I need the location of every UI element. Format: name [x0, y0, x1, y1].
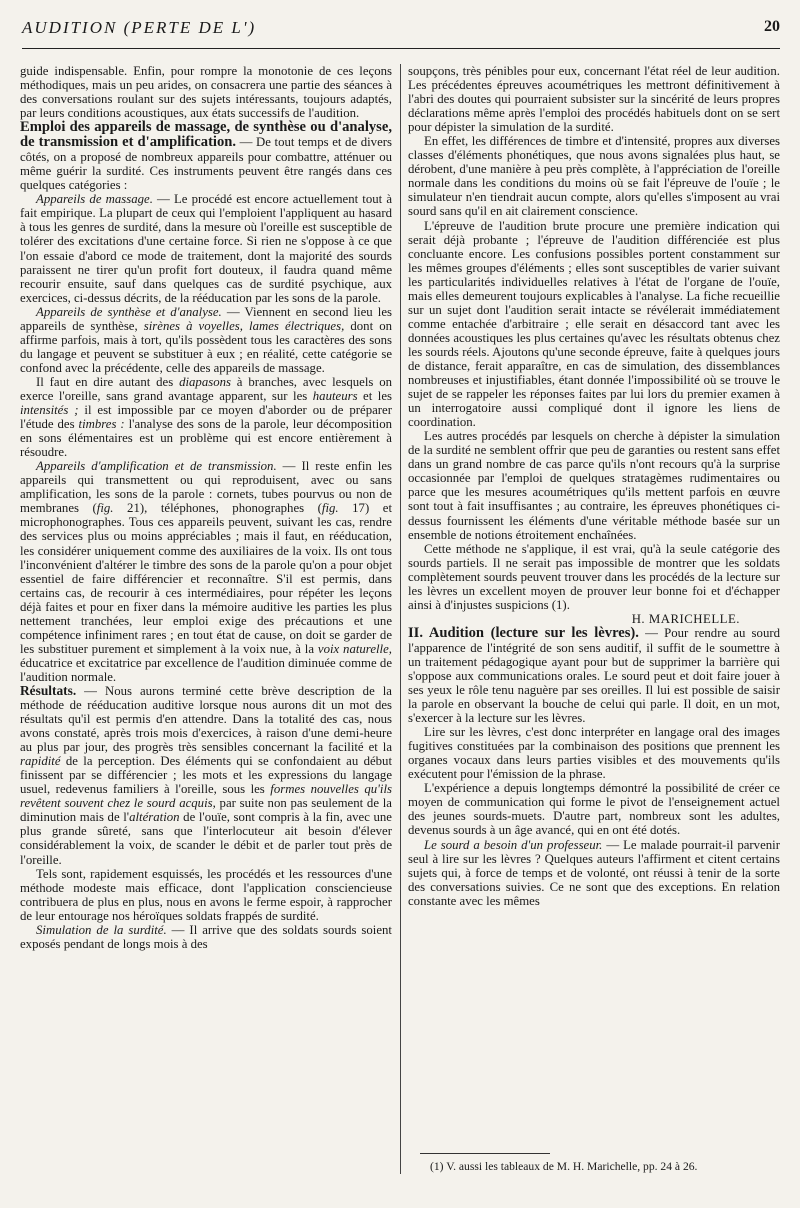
paragraph	[408, 626, 780, 725]
text-run: En effet, les différences de timbre et d'intensité, propres aux diverses classes d'éléments phonétiques, que nous avons signalées plus haut, se dérobent, d'une manière à peu près complète, à l'appréciation de l'oreille normale dans les conditions du moins où se fait l'épreuve de l'ouïe ; le simulateur n'en tiendrait aucun compte, alors qu'elles s'imposent au vrai sourd sans qu'il en ait clairement conscience.	[408, 134, 780, 219]
footnote-rule	[420, 1153, 550, 1154]
italic-run: fig.	[96, 501, 114, 516]
paragraph	[20, 867, 392, 923]
text-run: guide indispensable. Enfin, pour rompre la monotonie de ces leçons méthodiques, mais un peu arides, on consacrera une partie des séances à des conversations roulant sur des sujets intéressants, toujours adaptés, par leurs conditions acoustiques, aux états successifs de l'audition.	[20, 64, 392, 121]
text-run: Il faut en dire autant des	[36, 374, 180, 389]
text-run: — Il reste enfin les appareils qui transmettent ou qui reproduisent, avec ou sans amplification, les sons de la parole : cornets, tubes pourvus ou non de membranes (	[20, 459, 392, 516]
paragraph	[408, 134, 780, 218]
italic-run: formes nouvelles qu'ils revêtent souvent chez le sourd acquis,	[20, 782, 392, 811]
italic-run: intensités ;	[20, 403, 79, 418]
text-run: L'épreuve de l'audition brute procure une première indication qui serait déjà probante ; l'épreuve de l'audition différenciée est plus concluante encore. Les confusions possibles portent constamment sur les mêmes groupes d'éléments ; elles sont susceptibles de varier suivant les particularités individuelles relatives à l'état de l'organe de l'ouïe, mais elles demeurent toujours explicables à l'analyse. La fiche recueillie sur un sujet dont l'audition serait intacte se révélerait immédiatement comme entachée d'arbitraire ; elle serait en désaccord tant avec les données acoustiques les plus certaines qu'avec les résultats obtenus chez les sourds réels. Ajoutons qu'une seconde épreuve, faite à quelques jours de distance, ferait apparaître, en cas de simulation, des dissemblances nombreuses et injustifiables, étant donnée l'impossibilité où se trouve le sujet de se rappeler les réponses faites par lui lors du premier examen à un interrogatoire aussi compliqué dont il ignore les liens de coordination.	[408, 218, 780, 430]
section-heading: Résultats.	[20, 682, 77, 698]
paragraph	[20, 684, 392, 867]
paragraph	[408, 64, 780, 134]
text-run: à branches, avec lesquels on exerce l'oreille, sans grand avantage apparent, sur les	[20, 374, 392, 403]
text-run: — Pour rendre au sourd l'apparence de l'intégrité de son sens auditif, il suffit de le soumettre à un traitement pédagogique ayant pour but de supprimer la barrière qui s'oppose aux communications orales. Le sourd peut et doit faire jouer à ses yeux le rôle tenu naguère par ses oreilles. Il lui est possible de saisir la parole en observant la bouche de celui qui parle. Il doit, en un mot, s'exercer à la lecture sur les lèvres.	[408, 625, 780, 726]
column-divider	[400, 64, 401, 1174]
italic-run: Simulation de la surdité.	[36, 922, 167, 937]
paragraph	[20, 64, 392, 120]
paragraph	[20, 120, 392, 192]
text-run: Tels sont, rapidement esquissés, les procédés et les ressources d'une méthode modeste mais efficace, dont l'application consciencieuse contribuera de plus en plus, nous en avons le ferme espoir, à rapprocher de leur entourage nos héroïques soldats frappés de surdité.	[20, 866, 392, 923]
italic-run: Appareils d'amplification et de transmission.	[36, 459, 277, 474]
text-run: — Il arrive que des soldats sourds soient exposés pendant de longs mois à des	[20, 922, 392, 951]
text-run: — Viennent en second lieu les appareils de synthèse,	[20, 304, 392, 333]
page-number: 20	[764, 18, 780, 35]
italic-run: diapasons	[179, 374, 231, 389]
paragraph	[408, 838, 780, 908]
paragraph	[408, 429, 780, 541]
italic-run: Appareils de synthèse et d'analyse.	[36, 304, 222, 319]
paragraph	[20, 459, 392, 684]
section-heading: II. Audition (lecture sur les lèvres).	[408, 624, 639, 641]
italic-run: voix naturelle,	[317, 641, 392, 656]
right-column	[408, 64, 780, 908]
italic-run: sirènes à voyelles, lames électriques,	[143, 318, 345, 333]
text-run: Les autres procédés par lesquels on cherche à dépister la simulation de la surdité ne semblent offrir que peu de garanties ou restent sans effet dans un grand nombre de cas parce qu'ils n'ont recours qu'à la surprise occasionnée par l'emploi de quelques stratagèmes rudimentaires ou parce que les mesures acoumétriques qu'ils mettent parfois en œuvre sont tout à fait insuffisantes ; au contraire, les épreuves phonétiques ci-dessus fournissent les éléments d'une véritable méthode basée sur un ensemble de notions étroitement enchaînées.	[408, 429, 780, 542]
paragraph	[408, 725, 780, 781]
text-run: par suite non pas seulement de la diminution mais de l'	[20, 796, 392, 825]
text-run: H. MARICHELLE.	[631, 611, 740, 626]
text-run: soupçons, très pénibles pour eux, concernant l'état réel de leur audition. Les précédentes épreuves acoumétriques les mettront définitivement à l'abri des doutes qui pourraient subsister sur la sincérité de leurs propres déclarations même après l'emploi des procédés habituels dont on se sert pour dépister la simulation de la surdité.	[408, 64, 780, 135]
paragraph	[20, 305, 392, 375]
page-header	[22, 16, 780, 49]
paragraph	[408, 219, 780, 430]
signature	[408, 612, 780, 626]
text-run: 17) et microphonographes. Tous ces appareils peuvent, suivant les cas, rendre des services plus ou moins appréciables ; mais il faut, en rééducation, les considérer uniquement comme des auxiliaires de la voix. Ils ont tous l'inconvénient d'altérer le timbre des sons de la parole qu'on a pour objet essentiel de faire différencier et reconnaître. S'il est permis, dans certains cas, de recourir à ces intermédiaires, pour répéter les leçons déjà faites et pour en fixer dans la mémoire auditive les parties les plus nettement tranchées, leur emploi exige des précautions et une compétence infiniment rares ; en tout état de cause, on doit se garder de les substituer purement et simplement à la voix nue, à la	[20, 501, 392, 656]
footnote: (1) V. aussi les tableaux de M. H. Marichelle, pp. 24 à 26.	[430, 1160, 698, 1173]
paragraph	[20, 375, 392, 459]
section-heading: Emploi des appareils de massage, de synthèse ou d'analyse, de transmission et d'amplification.	[20, 119, 392, 151]
text-run: Lire sur les lèvres, c'est donc interpréter en langage oral des images fugitives constituées par la combinaison des positions que prennent les organes vocaux dans leurs parties visibles et des mouvements qu'ils exécutent pour l'émission de la phrase.	[408, 725, 780, 782]
text-run: — Le procédé est encore actuellement tout à fait empirique. La plupart de ceux qui l'emploient l'appliquent au hasard à tous les genres de surdité, dans la mesure où l'oreille est susceptible de tolérer des excitations d'une certaine force. Si rien ne s'oppose à ce que l'on essaie d'abord ce mode de traitement, dont la majorité des sourds paraissent ne tirer qu'un profit fort douteux, il faudra quand même recourir ensuite, sauf dans quelques cas de surdité psychique, aux exercices, ci-dessus décrits, de la rééducation par les sons de la parole.	[20, 192, 392, 305]
italic-run: Le sourd a besoin d'un professeur.	[424, 837, 603, 852]
italic-run: Appareils de massage.	[36, 192, 153, 207]
paragraph	[20, 923, 392, 951]
italic-run: altération	[129, 810, 180, 825]
paragraph	[408, 781, 780, 837]
paragraph	[408, 542, 780, 612]
text-run: Cette méthode ne s'applique, il est vrai, qu'à la seule catégorie des sourds partiels. Il ne serait pas impossible de montrer que les soldats complètement sourds peuvent trouver dans les procédés de la lecture sur les lèvres un excellent moyen de prouver leur bonne foi et d'échapper ainsi à d'injustes suspicions (1).	[408, 541, 780, 612]
text-run: — Le malade pourrait-il parvenir seul à lire sur les lèvres ? Quelques auteurs l'affirment et citent certains sujets qui, à force de temps et de volonté, ont réussi à tenir de la sorte des conversations suivies. Ce ne sont que des exceptions. En relation constante avec les mêmes	[408, 837, 780, 908]
text-run: dont on affirme parfois, mais à tort, qu'ils possèdent tous les caractères des sons du langage et peuvent se substituer à eux ; en réalité, cette catégorie se confond avec la précédente, celle des appareils de massage.	[20, 318, 392, 375]
italic-run: rapidité	[20, 754, 61, 769]
italic-run: timbres :	[78, 417, 125, 432]
text-run: — Nous aurons terminé cette brève description de la méthode de rééducation auditive lorsque nous aurons dit un mot des résultats qu'il est permis d'en attendre. Dans la totalité des cas, nous avons constaté, après trois mois d'exercices, à raison d'une demi-heure au plus par jour, des progrès très sensibles concernant la facilité et la	[20, 683, 392, 755]
text-run: l'analyse des sons de la parole, leur décomposition en sons élémentaires est un problème qui est encore entièrement à résoudre.	[20, 417, 392, 460]
text-run: de la perception. Des éléments qui se confondaient au début finissent par se différencier ; les mots et les expressions du langage usuel, redevenus familiers à l'oreille, sous les	[20, 754, 392, 797]
text-run: éducatrice et excitatrice par excellence de l'audition diminuée comme de l'audition normale.	[20, 655, 392, 684]
text-run: L'expérience a depuis longtemps démontré la possibilité de créer ce moyen de communication qui forme le pivot de l'enseignement actuel des jeunes sourds-muets. D'autre part, nombreux sont les adultes, devenus sourds à un âge avancé, qui en ont été dotés.	[408, 781, 780, 838]
text-run: et les	[357, 388, 392, 403]
text-run: de l'ouïe, sont compris à la fin, avec une plus grande sûreté, sans que l'interlocuteur ait besoin d'élever considérablement la voix, de scander le débit et de parler tout près de l'oreille.	[20, 810, 392, 867]
italic-run: hauteurs	[312, 388, 358, 403]
paragraph	[20, 192, 392, 304]
left-column	[20, 64, 392, 951]
text-run: — De tout temps et de divers côtés, on a proposé de nombreux appareils pour combattre, atténuer ou même guérir la surdité. Ces instruments peuvent être rangés dans ces quelques catégories :	[20, 135, 392, 193]
text-run: 21), téléphones, phonographes (	[113, 501, 322, 516]
running-title: AUDITION (PERTE DE L')	[22, 18, 257, 37]
text-run: il est impossible par ce moyen d'aborder ou de préparer l'étude des	[20, 403, 392, 432]
italic-run: fig.	[321, 501, 339, 516]
